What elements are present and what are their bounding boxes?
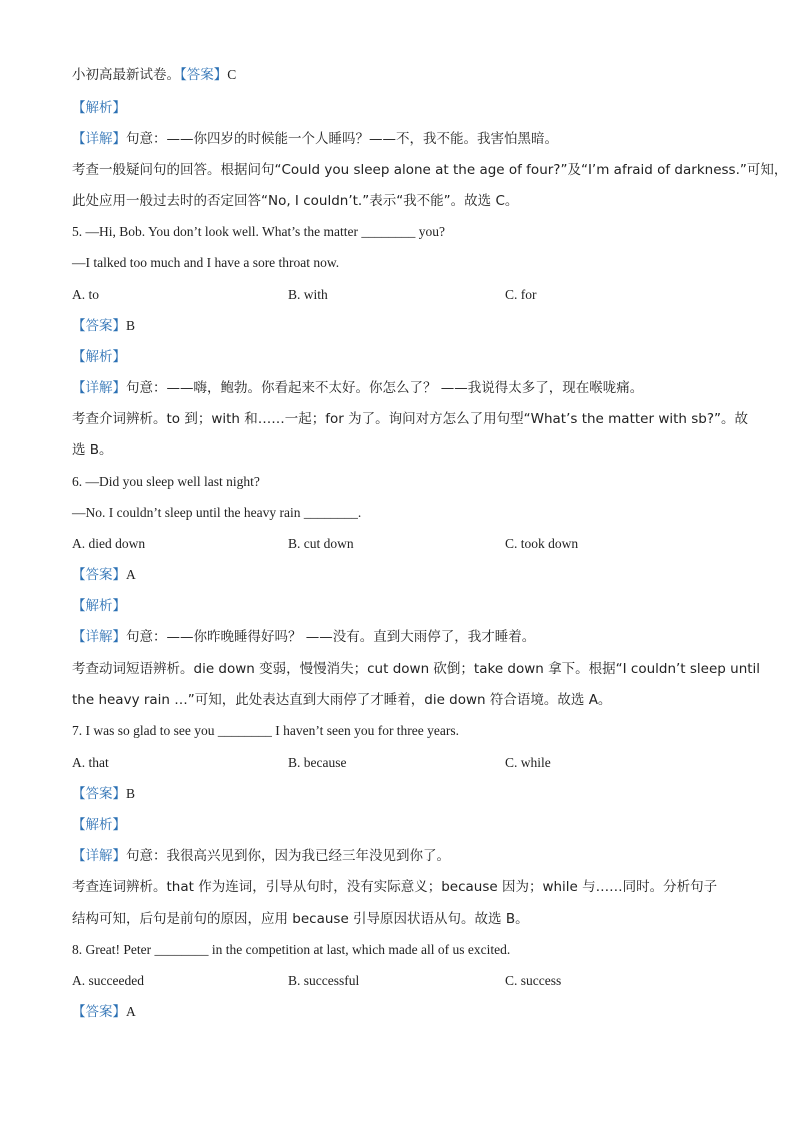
detail-text: 句意：——你四岁的时候能一个人睡吗？——不，我不能。我害怕黑暗。 [126, 131, 558, 147]
answer-tag: 【答案】 [72, 786, 126, 802]
option-c: C. success [505, 973, 562, 988]
option-a: A. succeeded [72, 973, 144, 988]
option-a: A. died down [72, 536, 146, 551]
detail-text: 句意：——嗨，鲍勃。你看起来不太好。你怎么了？ ——我说得太多了，现在喉咙痛。 [126, 380, 644, 396]
analysis-heading: 【解析】 [72, 349, 126, 365]
explanation-line: 考查介词辨析。to 到；with 和……一起；for 为了。询问对方怎么了用句型“What’s the matter with sb?”。故 [72, 411, 749, 427]
answer-line [72, 317, 724, 335]
detail-line [72, 847, 724, 865]
answer-line [72, 1003, 724, 1021]
detail-line [72, 379, 724, 397]
question-stem: 6. —Did you sleep well last night? [72, 474, 260, 489]
option-c: C. took down [505, 536, 579, 551]
detail-tag: 【详解】 [72, 629, 126, 645]
explanation-line: 此处应用一般过去时的否定回答“No, I couldn’t.”表示“我不能”。故选 C。 [72, 193, 519, 209]
source-note: 小初高最新试卷。 [72, 67, 180, 83]
analysis-heading: 【解析】 [72, 598, 126, 614]
analysis-heading: 【解析】 [72, 817, 126, 833]
answer-line [72, 566, 724, 584]
explanation-line: the heavy rain …”可知，此处表达直到大雨停了才睡着，die down 符合语境。故选 A。 [72, 692, 612, 708]
option-a: A. to [72, 287, 99, 302]
answer-value: B [126, 318, 136, 333]
question-stem: —No. I couldn’t sleep until the heavy rain ________. [72, 505, 362, 520]
detail-tag: 【详解】 [72, 848, 126, 864]
detail-text: 句意：——你昨晚睡得好吗？ ——没有。直到大雨停了，我才睡着。 [126, 629, 536, 645]
analysis-heading: 【解析】 [72, 100, 126, 116]
explanation-line: 选 B。 [72, 442, 113, 458]
question-stem: 5. —Hi, Bob. You don’t look well. What’s the matter ________ you? [72, 224, 445, 239]
option-b: B. cut down [288, 536, 354, 551]
answer-line-q4 [72, 66, 724, 84]
option-b: B. because [288, 755, 347, 770]
answer-value: A [126, 1004, 136, 1019]
detail-text: 句意：我很高兴见到你，因为我已经三年没见到你了。 [126, 848, 450, 864]
question-stem: 8. Great! Peter ________ in the competition at last, which made all of us excited. [72, 942, 511, 957]
explanation-line: 考查连词辨析。that 作为连词，引导从句时，没有实际意义；because 因为；while 与……同时。分析句子 [72, 879, 718, 895]
option-a: A. that [72, 755, 109, 770]
detail-line [72, 628, 724, 646]
answer-value: C [227, 67, 237, 82]
answer-tag: 【答案】 [72, 318, 126, 334]
answer-tag: 【答案】 [180, 67, 228, 83]
answer-line [72, 785, 724, 803]
question-stem: —I talked too much and I have a sore throat now. [72, 255, 340, 270]
explanation-line: 结构可知，后句是前句的原因，应用 because 引导原因状语从句。故选 B。 [72, 911, 529, 927]
detail-tag: 【详解】 [72, 131, 126, 147]
question-stem: 7. I was so glad to see you ________ I haven’t seen you for three years. [72, 723, 460, 738]
option-c: C. while [505, 755, 551, 770]
detail-tag: 【详解】 [72, 380, 126, 396]
answer-tag: 【答案】 [72, 1004, 126, 1020]
option-b: B. successful [288, 973, 360, 988]
explanation-line: 考查动词短语辨析。die down 变弱，慢慢消失；cut down 砍倒；take down 拿下。根据“I couldn’t sleep until [72, 661, 761, 677]
option-c: C. for [505, 287, 537, 302]
answer-tag: 【答案】 [72, 567, 126, 583]
option-b: B. with [288, 287, 328, 302]
answer-value: B [126, 786, 136, 801]
detail-line [72, 130, 724, 148]
answer-value: A [126, 567, 136, 582]
explanation-line: 考查一般疑问句的回答。根据问句“Could you sleep alone at the age of four?”及“I’m afraid of darkness.”可知， [72, 162, 788, 178]
